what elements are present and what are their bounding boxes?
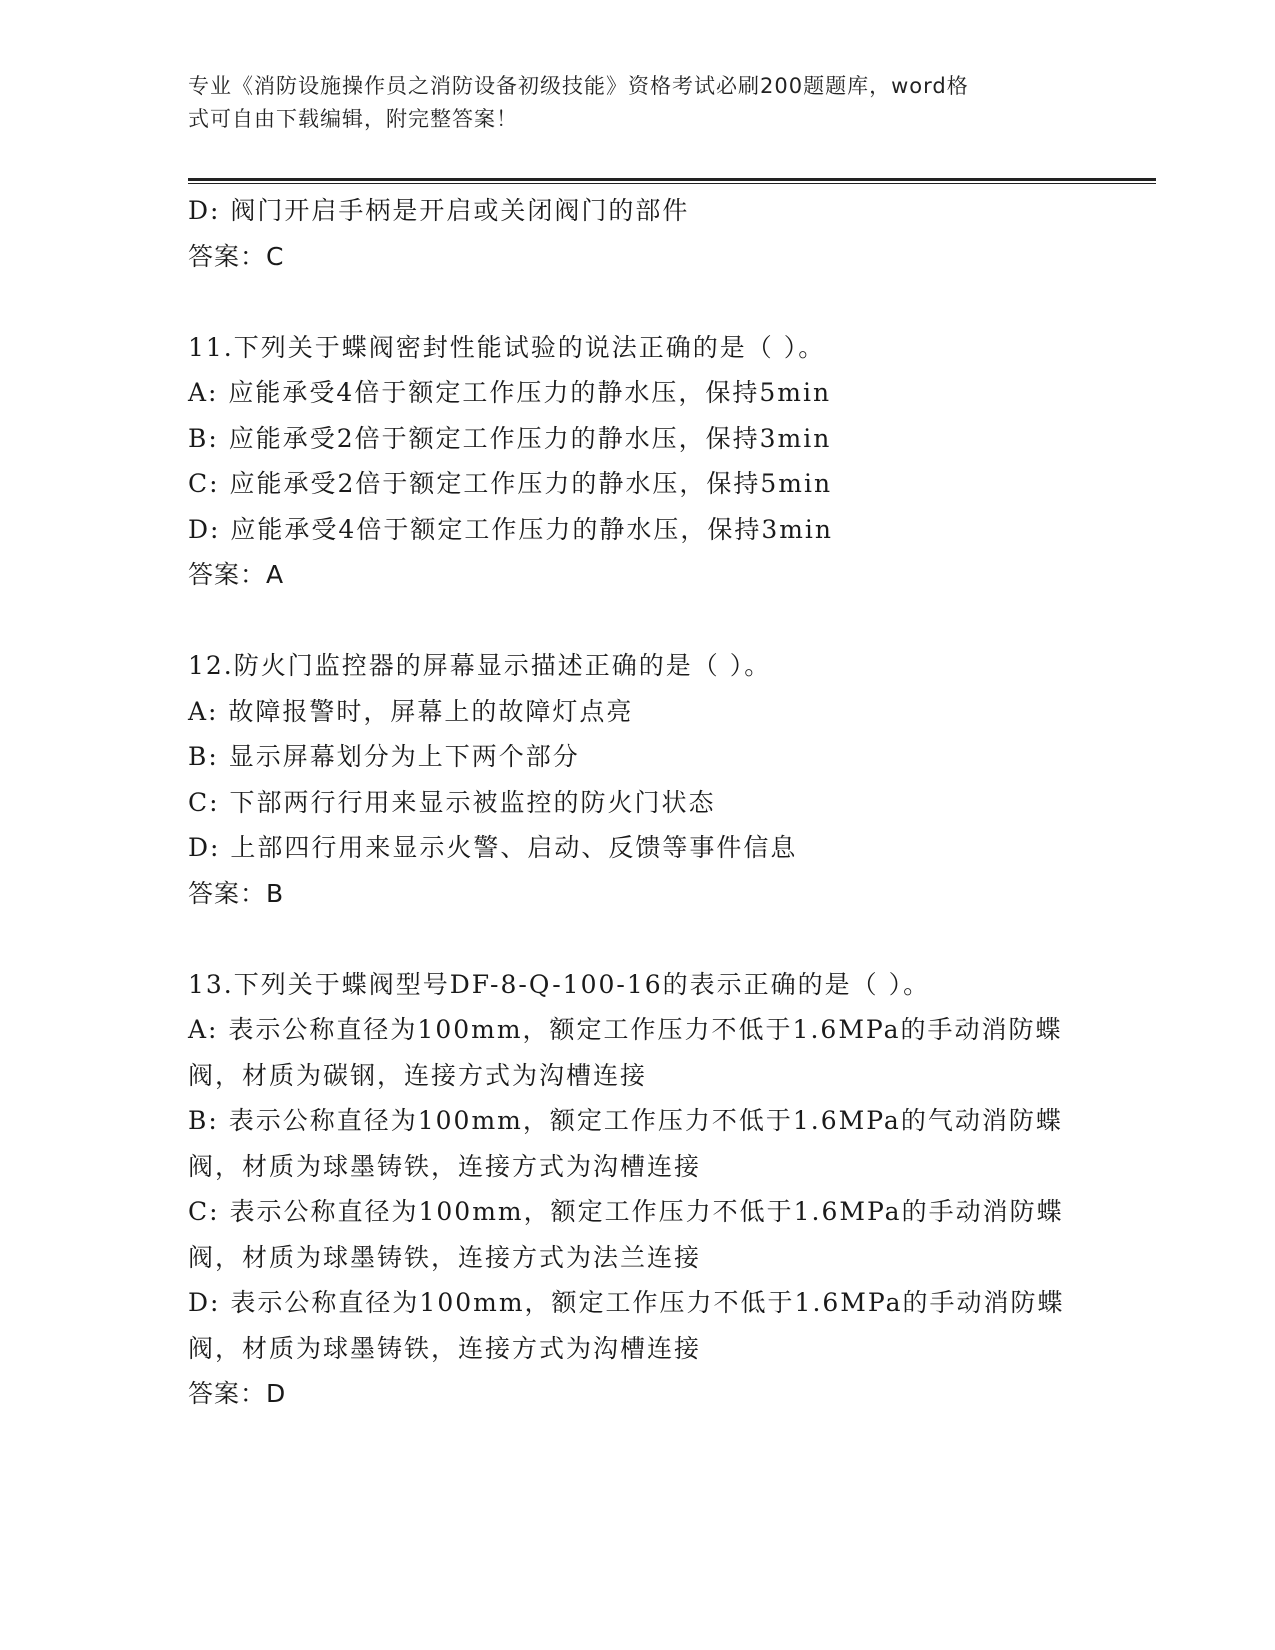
- option-d: D: 应能承受4倍于额定工作压力的静水压，保持3min: [188, 514, 834, 544]
- option-b-continued: 阀，材质为球墨铸铁，连接方式为沟槽连接: [188, 1151, 702, 1181]
- question-stem: 11.下列关于蝶阀密封性能试验的说法正确的是（ ）。: [188, 332, 826, 362]
- option-b: B: 表示公称直径为100mm，额定工作压力不低于1.6MPa的气动消防蝶: [188, 1106, 1063, 1135]
- question-stem: 12.防火门监控器的屏幕显示描述正确的是（ ）。: [188, 651, 772, 680]
- document-header: [188, 70, 1068, 136]
- answer: 答案：B: [188, 878, 285, 908]
- question-12: [188, 643, 1108, 916]
- prev-answer: 答案：C: [188, 241, 285, 271]
- option-c: C: 下部两行行用来显示被监控的防火门状态: [188, 787, 716, 817]
- option-c: C: 应能承受2倍于额定工作压力的静水压，保持5min: [188, 469, 833, 498]
- option-c: C: 表示公称直径为100mm，额定工作压力不低于1.6MPa的手动消防蝶: [188, 1197, 1064, 1226]
- option-c-continued: 阀，材质为球墨铸铁，连接方式为法兰连接: [188, 1242, 702, 1272]
- question-13: [188, 962, 1108, 1417]
- header-line-1: 专业《消防设施操作员之消防设备初级技能》资格考试必刷200题题库，word格: [188, 74, 969, 98]
- option-a-continued: 阀，材质为碳钢，连接方式为沟槽连接: [188, 1060, 648, 1090]
- option-d-continued: 阀，材质为球墨铸铁，连接方式为沟槽连接: [188, 1333, 702, 1363]
- option-a: A: 应能承受4倍于额定工作压力的静水压，保持5min: [188, 378, 832, 407]
- answer: 答案：A: [188, 560, 285, 589]
- spacer: [188, 598, 1108, 644]
- prev-option-d: D: 阀门开启手柄是开启或关闭阀门的部件: [188, 196, 690, 225]
- option-d: D: 表示公称直径为100mm，额定工作压力不低于1.6MPa的手动消防蝶: [188, 1288, 1065, 1317]
- spacer: [188, 279, 1108, 325]
- question-11: [188, 325, 1108, 598]
- option-b: B: 显示屏幕划分为上下两个部分: [188, 742, 580, 771]
- header-line-2: 式可自由下载编辑，附完整答案！: [188, 107, 518, 131]
- option-a: A: 故障报警时，屏幕上的故障灯点亮: [188, 696, 634, 726]
- answer: 答案：D: [188, 1379, 287, 1408]
- option-d: D: 上部四行用来显示火警、启动、反馈等事件信息: [188, 833, 798, 862]
- question-content: [188, 188, 1108, 1417]
- question-stem: 13.下列关于蝶阀型号DF-8-Q-100-16的表示正确的是（ ）。: [188, 969, 931, 999]
- option-a: A: 表示公称直径为100mm，额定工作压力不低于1.6MPa的手动消防蝶: [188, 1015, 1063, 1044]
- header-divider-thick: [188, 178, 1156, 181]
- header-divider-thin: [188, 183, 1156, 184]
- spacer: [188, 916, 1108, 962]
- option-b: B: 应能承受2倍于额定工作压力的静水压，保持3min: [188, 423, 832, 453]
